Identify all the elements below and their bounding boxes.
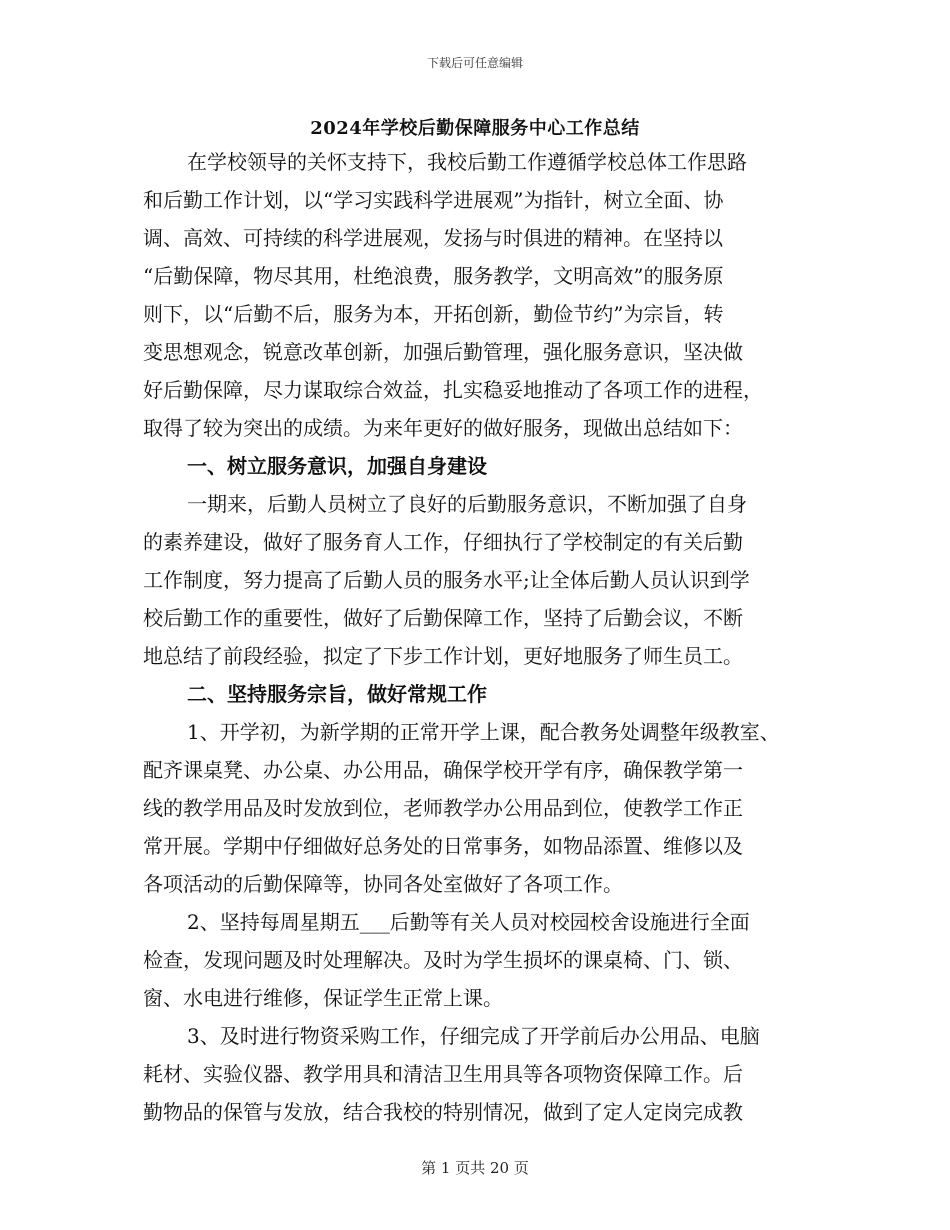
body-line: 1、开学初，为新学期的正常开学上课，配合教务处调整年级教室、 xyxy=(187,720,780,744)
body-line: 的素养建设，做好了服务育人工作，仔细执行了学校制定的有关后勤 xyxy=(143,530,743,554)
body-line: 配齐课桌凳、办公桌、办公用品，确保学校开学有序，确保教学第一 xyxy=(143,758,743,782)
page-footer: 第 1 页共 20 页 xyxy=(421,1159,529,1177)
body-line: 各项活动的后勤保障等，协同各处室做好了各项工作。 xyxy=(143,872,623,896)
body-line: 好后勤保障，尽力谋取综合效益，扎实稳妥地推动了各项工作的进程， xyxy=(143,378,763,402)
body-line: 和后勤工作计划，以“学习实践科学进展观”为指针，树立全面、协 xyxy=(143,188,724,212)
body-line: 校后勤工作的重要性，做好了后勤保障工作，坚持了后勤会议，不断 xyxy=(143,606,743,630)
body-line: 工作制度，努力提高了后勤人员的服务水平;让全体后勤人员认识到学 xyxy=(143,568,750,592)
body-line: 取得了较为突出的成绩。为来年更好的做好服务，现做出总结如下： xyxy=(143,416,743,440)
header-note: 下载后可任意编辑 xyxy=(426,56,523,70)
body-line: 变思想观念，锐意改革创新，加强后勤管理，强化服务意识，坚决做 xyxy=(143,340,743,364)
document-title: 2024年学校后勤保障服务中心工作总结 xyxy=(310,118,640,139)
body-line: 一期来，后勤人员树立了良好的后勤服务意识，不断加强了自身 xyxy=(187,492,747,516)
body-line: 勤物品的保管与发放，结合我校的特别情况，做到了定人定岗完成教 xyxy=(143,1100,743,1124)
body-line: 2、坚持每周星期五___后勤等有关人员对校园校舍设施进行全面 xyxy=(187,910,750,934)
body-line: 调、高效、可持续的科学进展观，发扬与时俱进的精神。在坚持以 xyxy=(143,226,723,250)
body-line: 3、及时进行物资采购工作，仔细完成了开学前后办公用品、电脑 xyxy=(187,1024,760,1048)
body-line: 在学校领导的关怀支持下，我校后勤工作遵循学校总体工作思路 xyxy=(187,150,747,174)
body-line: 常开展。学期中仔细做好总务处的日常事务，如物品添置、维修以及 xyxy=(143,834,743,858)
section-heading: 一、树立服务意识，加强自身建设 xyxy=(187,454,487,478)
body-line: 线的教学用品及时发放到位，老师教学办公用品到位，使教学工作正 xyxy=(143,796,743,820)
body-line: 则下，以“后勤不后，服务为本，开拓创新，勤俭节约”为宗旨，转 xyxy=(143,302,724,326)
body-line: 地总结了前段经验，拟定了下步工作计划，更好地服务了师生员工。 xyxy=(143,644,743,668)
body-line: 窗、水电进行维修，保证学生正常上课。 xyxy=(143,986,503,1010)
body-line: 检查，发现问题及时处理解决。及时为学生损坏的课桌椅、门、锁、 xyxy=(143,948,743,972)
section-heading: 二、坚持服务宗旨，做好常规工作 xyxy=(187,682,487,706)
body-line: “后勤保障，物尽其用，杜绝浪费，服务教学，文明高效”的服务原 xyxy=(143,264,724,288)
body-line: 耗材、实验仪器、教学用具和清洁卫生用具等各项物资保障工作。后 xyxy=(143,1062,743,1086)
